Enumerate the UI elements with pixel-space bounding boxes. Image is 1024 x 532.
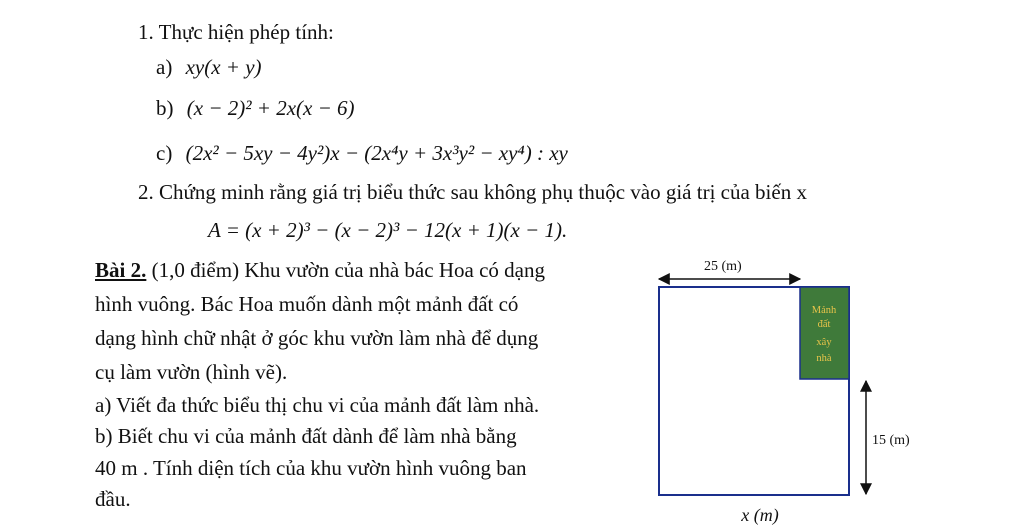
house-plot-label-1: Mảnh — [811, 305, 837, 316]
house-plot-label-4: nhà — [816, 353, 832, 364]
item-label: b) — [156, 96, 174, 120]
bai2-line-4: cụ làm vườn (hình vẽ). — [95, 360, 288, 384]
expression: (x − 2)² + 2x(x − 6) — [186, 96, 355, 120]
bai2-line-2: hình vuông. Bác Hoa muốn dành một mảnh đất có — [95, 292, 519, 316]
bottom-dimension-label: x (m) — [741, 505, 779, 525]
exercise-1-heading: 1. Thực hiện phép tính: — [138, 20, 334, 44]
bai2-line-8: đầu. — [95, 487, 131, 511]
item-label: c) — [156, 141, 173, 165]
bai2-line-7: 40 m . Tính diện tích của khu vườn hình vuông ban — [95, 456, 527, 480]
bai2-question-b: b) Biết chu vi của mảnh đất dành để làm nhà bằng — [95, 424, 517, 448]
house-plot-label-2: đất — [817, 319, 831, 330]
bai2-title: Bài 2. — [95, 258, 147, 282]
house-plot — [800, 287, 849, 379]
expression: xy(x + y) — [185, 55, 262, 79]
exercise-2-heading: 2. Chứng minh rằng giá trị biểu thức sau không phụ thuộc vào giá trị của biến x — [138, 180, 807, 204]
top-dimension-label: 25 (m) — [704, 259, 742, 274]
exercise-2-expression: A = (x + 2)³ − (x − 2)³ − 12(x + 1)(x − 1). — [208, 218, 568, 242]
house-plot-label-3: xây — [816, 337, 832, 348]
bai2-question-a: a) Viết đa thức biểu thị chu vi của mảnh đất làm nhà. — [95, 393, 540, 417]
right-dimension-label: 15 (m) — [872, 433, 910, 448]
expression: (2x² − 5xy − 4y²)x − (2x⁴y + 3x³y² − xy⁴) : xy — [185, 141, 568, 165]
bai2-line-3: dạng hình chữ nhật ở góc khu vườn làm nhà để dụng — [95, 326, 539, 350]
item-label: a) — [156, 55, 173, 79]
bai2-intro: (1,0 điểm) Khu vườn của nhà bác Hoa có dạng — [151, 258, 545, 282]
